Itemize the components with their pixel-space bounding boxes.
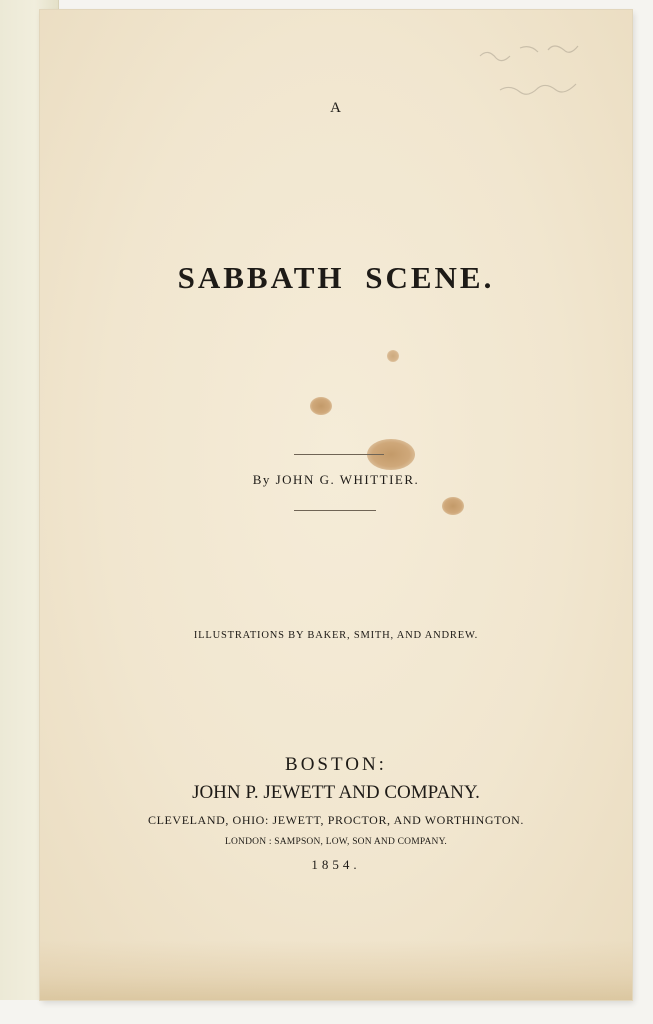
imprint-cleveland: CLEVELAND, OHIO: JEWETT, PROCTOR, AND WORTHINGTON. xyxy=(147,813,525,827)
title-page xyxy=(40,10,632,1000)
imprint-city: BOSTON: xyxy=(285,754,387,775)
divider xyxy=(294,510,376,511)
illustrations-credit: ILLUSTRATIONS BY BAKER, SMITH, AND ANDREW. xyxy=(193,630,479,641)
imprint-year: 1854. xyxy=(311,857,361,872)
imprint-london: LONDON : SAMPSON, LOW, SON AND COMPANY. xyxy=(224,837,448,847)
water-damage xyxy=(40,940,632,1000)
imprint-publisher: JOHN P. JEWETT AND COMPANY. xyxy=(192,782,480,803)
page-title: SABBATH SCENE. xyxy=(177,260,495,295)
stain xyxy=(387,350,399,362)
title-article: A xyxy=(330,100,342,116)
author-line: By JOHN G. WHITTIER. xyxy=(252,472,420,487)
stain xyxy=(442,497,464,515)
stain xyxy=(310,397,332,415)
divider xyxy=(294,454,384,455)
